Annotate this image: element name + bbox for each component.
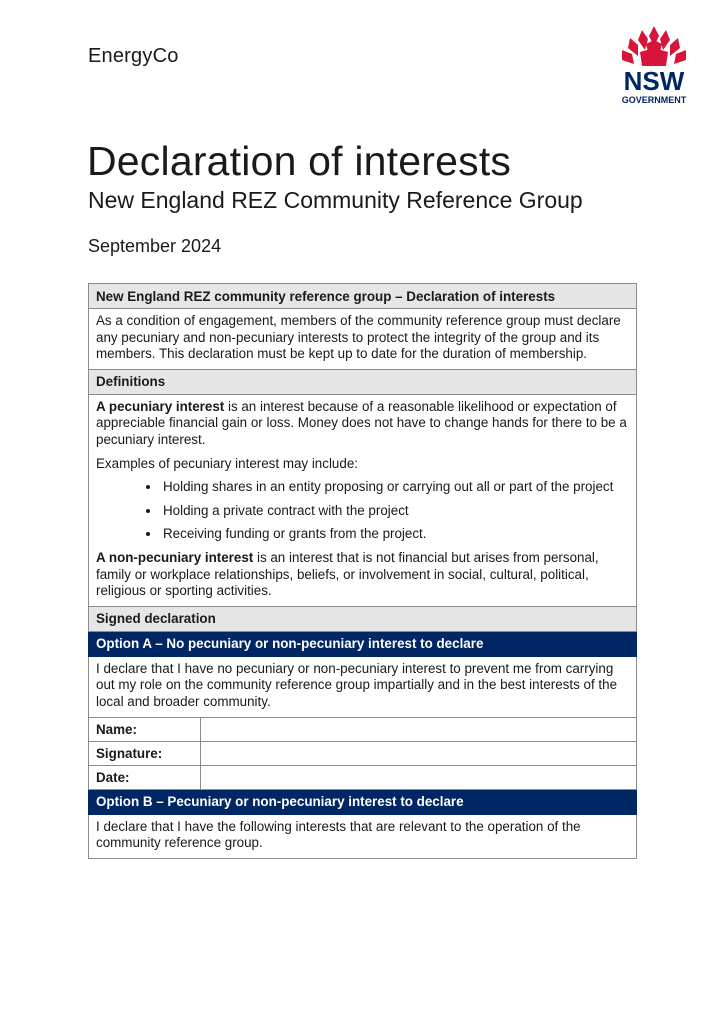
date-label: Date: [89,765,201,789]
signature-field-row [89,741,637,765]
intro-text: As a condition of engagement, members of the community reference group must declare any pecuniary and non-pecuniary interests to protect the integrity of the group and its members. This declaration must be kept up to date for the duration of membership. [89,309,637,370]
list-item: • Holding a private contract with the project [161,503,629,520]
form-header-row [89,284,637,309]
examples-list [96,479,629,543]
document-date: September 2024 [88,236,222,256]
list-item: • Receiving funding or grants from the project. [161,526,629,543]
name-field-row [89,717,637,741]
non-pecuniary-term: A non-pecuniary interest [96,549,254,565]
option-b-text: I declare that I have the following interests that are relevant to the operation of the community reference group. [89,814,637,858]
page-subtitle: New England REZ Community Reference Group [88,187,583,213]
nsw-waratah-icon [622,26,686,66]
non-pecuniary-text: is an interest that is not financial but arises from personal, family or workplace relationships, beliefs, or involvement in social, cultural, political, religious or sporting activities. [96,549,599,599]
page-title: Declaration of interests [87,138,512,184]
definitions-heading: Definitions [89,369,637,394]
pecuniary-definition [96,399,629,449]
form-header: New England REZ community reference group – Declaration of interests [89,284,637,309]
logo-government-text: GOVERNMENT [621,95,687,105]
signature-input[interactable] [201,741,637,765]
signed-heading-row [89,606,637,631]
pecuniary-term: A pecuniary interest [96,398,225,414]
intro-row [89,309,637,370]
date-field-row [89,765,637,789]
date-input[interactable] [201,765,637,789]
option-a-heading: Option A – No pecuniary or non-pecuniary interest to declare [89,631,637,656]
option-a-text: I declare that I have no pecuniary or non-pecuniary interest to prevent me from carrying out my role on the community reference group impartially and in the best interests of the local and broader community. [89,656,637,717]
definitions-row [89,394,637,606]
logo-nsw-text: NSW [623,66,685,96]
option-b-heading-row [89,789,637,814]
name-input[interactable] [201,717,637,741]
name-label: Name: [89,717,201,741]
declaration-form-table [88,283,637,859]
option-a-text-row [89,656,637,717]
nsw-government-logo [616,24,692,108]
examples-intro: Examples of pecuniary interest may include: [96,455,358,471]
option-b-heading: Option B – Pecuniary or non-pecuniary interest to declare [89,789,637,814]
option-a-heading-row [89,631,637,656]
list-item: • Holding shares in an entity proposing or carrying out all or part of the project [161,479,629,496]
definitions-body [89,394,637,606]
organisation-name: EnergyCo [88,45,179,67]
definitions-heading-row [89,369,637,394]
option-b-text-row [89,814,637,858]
signature-label: Signature: [89,741,201,765]
signed-heading: Signed declaration [89,606,637,631]
non-pecuniary-definition [96,550,629,600]
pecuniary-text: is an interest because of a reasonable likelihood or expectation of appreciable financial gain or loss. Money does not have to change hands for there to be a pecuniary interest. [96,398,627,447]
